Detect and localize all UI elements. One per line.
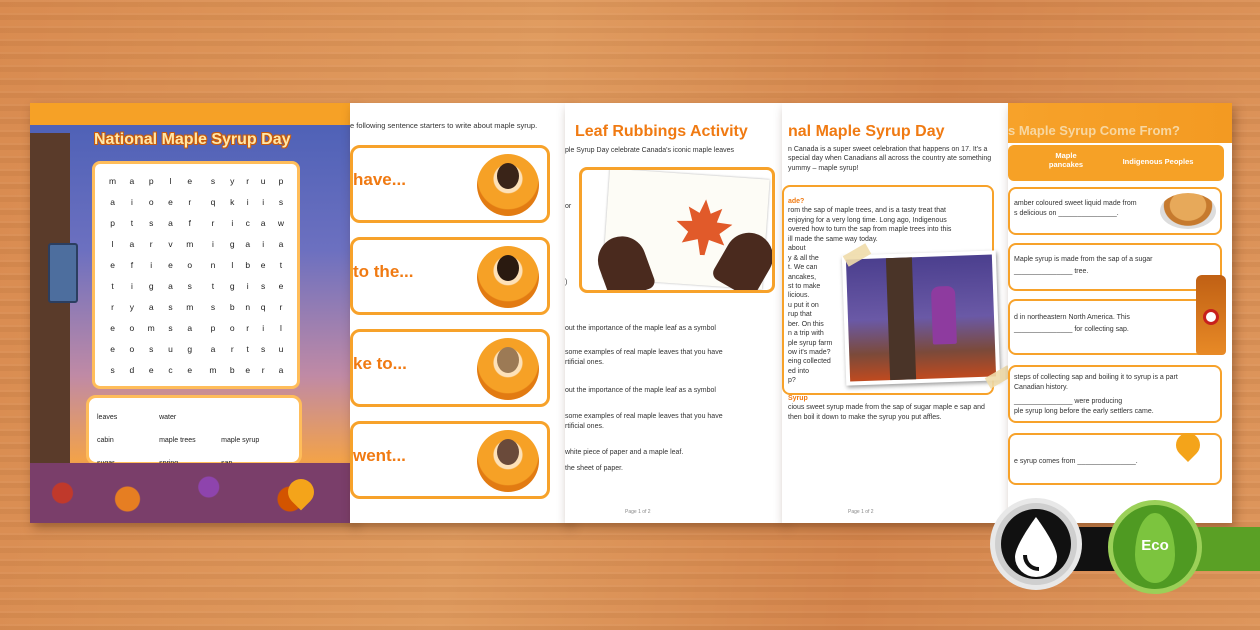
grid-cell: a [129, 238, 135, 249]
info-line: ed into [788, 367, 810, 375]
grid-cell: l [111, 238, 114, 249]
grid-cell: i [130, 196, 133, 207]
grid-cell: d [129, 364, 135, 375]
grid-cell: a [245, 238, 251, 249]
starter-box [350, 421, 550, 499]
question-text: steps of collecting sap and boiling it to syrup is a part [1014, 374, 1178, 381]
grid-row [101, 212, 291, 233]
grid-cell: i [262, 196, 265, 207]
grid-cell: e [110, 322, 115, 333]
grid-cell: r [246, 175, 250, 186]
question-text: ple syrup long before the early settlers came. [1014, 408, 1154, 415]
sheet4-intro: n Canada is a super sweet celebration that happens on 17. It's a special day when Canadians all across the country ate something yummy – maple syrup! [788, 146, 992, 172]
grid-row [101, 254, 291, 275]
grid-cell: q [210, 196, 216, 207]
grid-cell: i [130, 280, 133, 291]
grid-cell: s [210, 301, 216, 312]
grid-cell: a [129, 175, 135, 186]
grid-cell: t [279, 259, 283, 270]
question-text: Canadian history. [1014, 384, 1068, 391]
eco-badge [1108, 500, 1202, 594]
grid-cell: e [168, 196, 173, 207]
word-search-grid [92, 161, 300, 389]
info-line: ow it's made? [788, 349, 831, 356]
grid-cell: a [168, 217, 173, 228]
grid-cell: y [129, 301, 134, 312]
grid-cell: i [246, 196, 249, 207]
grid-cell: p [210, 322, 216, 333]
grid-cell: a [187, 322, 193, 333]
starter-box [350, 237, 550, 315]
grid-cell: i [150, 259, 153, 270]
starter-label: ke to... [353, 354, 407, 373]
grid-cell: n [210, 259, 216, 270]
grid-cell: t [211, 280, 215, 291]
sentence-starters-sheet [350, 103, 570, 523]
grid-cell: e [110, 343, 115, 354]
sheet-top-bar [30, 103, 355, 125]
activity-line: out the importance of the maple leaf as a symbol [565, 325, 716, 332]
question-text: _______________ tree. [1014, 268, 1089, 275]
word-search-sheet [30, 103, 355, 523]
child-avatar [477, 430, 539, 492]
grid-cell: c [168, 364, 173, 375]
question-text: amber coloured sweet liquid made from [1014, 200, 1137, 207]
grid-cell: w [277, 217, 285, 228]
grid-cell: p [278, 175, 284, 186]
info-line: eing collected [788, 358, 831, 366]
grid-cell: g [229, 238, 235, 249]
info-line: rom the sap of maple trees, and is a tasty treat that [788, 207, 946, 215]
grid-cell: u [168, 343, 173, 354]
grid-cell: s [149, 343, 154, 354]
info-line: y & all the [788, 254, 819, 262]
info-line: n a trip with [788, 330, 824, 338]
grid-cell: o [229, 322, 235, 333]
grid-cell: t [111, 280, 114, 291]
question-text: e syrup comes from _______________. [1014, 458, 1138, 465]
person-collecting-sap [931, 286, 957, 345]
grid-cell: o [187, 259, 193, 270]
grid-row [101, 359, 291, 380]
grid-row [101, 275, 291, 296]
sheet4-title: nal Maple Syrup Day [788, 123, 945, 140]
child-avatar [477, 338, 539, 400]
grid-cell: a [168, 280, 173, 291]
question-row [1008, 365, 1222, 423]
word-search-table [101, 170, 291, 380]
grid-cell: b [229, 364, 235, 375]
syrup-heading: Syrup [788, 394, 808, 402]
grid-cell: u [278, 343, 284, 354]
activity-line: out the importance of the maple leaf as a symbol [565, 387, 716, 394]
grid-cell: e [187, 364, 193, 375]
grid-cell: k [230, 196, 235, 207]
leaf-rubbings-sheet [565, 103, 785, 523]
question-row [1008, 187, 1222, 235]
grid-cell: s [210, 175, 216, 186]
info-line: u put it on [788, 301, 819, 309]
word-list-item: water [159, 414, 177, 421]
grid-cell: a [260, 217, 266, 228]
info-line: ill made the same way today. [788, 235, 878, 243]
grid-cell: a [210, 343, 216, 354]
grid-cell: r [230, 343, 234, 354]
grid-cell: b [229, 301, 235, 312]
grid-cell: p [148, 175, 154, 186]
info-line: licious. [788, 292, 810, 300]
grid-cell: r [111, 301, 114, 312]
grid-row [101, 170, 291, 191]
sap-bucket [48, 243, 78, 303]
grid-cell: e [148, 364, 154, 375]
syrup-bottle-icon [1196, 275, 1226, 355]
grid-cell: m [209, 364, 217, 375]
info-line: about [788, 245, 806, 253]
info-line: ade? [788, 198, 805, 205]
grid-row [101, 317, 291, 338]
sheet5-title: s Maple Syrup Come From? [1008, 123, 1180, 138]
word-bank-item: Maple pancakes [1048, 151, 1084, 169]
page-number: Page 1 of 2 [848, 509, 874, 515]
activity-line: the sheet of paper. [565, 465, 623, 472]
grid-cell: s [187, 280, 192, 291]
grid-cell: m [186, 301, 194, 312]
ink-drop-icon [990, 498, 1082, 590]
question-text: _______________ were producing [1014, 398, 1123, 405]
info-line: overed how to turn the sap from maple trees into this [788, 226, 952, 234]
maple-tree [886, 257, 916, 380]
grid-cell: f [188, 217, 191, 228]
info-line: st to make [788, 282, 821, 290]
info-line: ple syrup farm [788, 339, 833, 347]
grid-cell: i [246, 280, 249, 291]
activity-line: some examples of real maple leaves that you have [565, 349, 723, 356]
grid-row [101, 338, 291, 359]
starter-box [350, 329, 550, 407]
maple-syrup-day-info-sheet [782, 103, 1012, 523]
where-syrup-comes-from-sheet [1008, 103, 1232, 523]
starter-label: to the... [353, 262, 414, 281]
grid-cell: s [261, 343, 266, 354]
question-row [1008, 299, 1222, 355]
info-line: ber. On this [788, 320, 824, 328]
grid-cell: b [245, 259, 251, 270]
drop-shape [1011, 515, 1061, 577]
syrup-text: cious sweet syrup made from the sap of sugar maple e sap and then boil it down to make the syrup you put affles. [788, 404, 985, 421]
grid-cell: i [262, 322, 265, 333]
grid-cell: r [279, 301, 283, 312]
page-number: Page 1 of 2 [625, 509, 651, 515]
grid-cell: s [168, 301, 173, 312]
question-row [1008, 243, 1222, 291]
grid-cell: u [260, 175, 266, 186]
word-list-item: leaves [97, 414, 118, 421]
grid-cell: r [149, 238, 153, 249]
grid-cell: a [148, 301, 154, 312]
grid-cell: i [262, 238, 265, 249]
word-bank [1008, 145, 1224, 181]
sheet3-title: Leaf Rubbings Activity [575, 123, 748, 140]
leaf-rubbing-photo [579, 167, 775, 293]
grid-row [101, 296, 291, 317]
starter-label: have... [353, 170, 406, 189]
grid-cell: s [278, 196, 284, 207]
grid-cell: g [148, 280, 154, 291]
grid-cell: o [129, 322, 135, 333]
info-line: rup that [788, 311, 812, 319]
word-list-item: maple syrup [221, 437, 260, 444]
pancakes-icon [1160, 193, 1216, 229]
grid-cell: e [168, 259, 173, 270]
word-list-item: maple trees [159, 437, 196, 444]
child-avatar [477, 246, 539, 308]
activity-line: ) [565, 279, 568, 286]
activity-line: rtificial ones. [565, 423, 604, 430]
grid-cell: t [130, 217, 134, 228]
grid-cell: v [168, 238, 173, 249]
grid-cell: e [245, 364, 251, 375]
grid-cell: f [130, 259, 134, 270]
grid-cell: l [280, 322, 282, 333]
word-list-item [221, 404, 283, 419]
grid-cell: p [110, 217, 115, 228]
grid-cell: s [261, 280, 266, 291]
grid-cell: q [260, 301, 266, 312]
question-text: _______________ for collecting sap. [1014, 326, 1129, 333]
sheet1-title: National Maple Syrup Day [94, 131, 291, 148]
sheet3-subtitle: ple Syrup Day celebrate Canada's iconic maple leaves [565, 147, 735, 154]
grid-row [101, 191, 291, 212]
grid-cell: r [261, 364, 265, 375]
grid-cell: t [246, 343, 249, 354]
tree-trunk [30, 133, 70, 493]
grid-cell: o [148, 196, 154, 207]
grid-cell: o [129, 343, 135, 354]
grid-row [101, 233, 291, 254]
starter-box [350, 145, 550, 223]
grid-cell: l [231, 259, 234, 270]
grid-cell: e [110, 259, 115, 270]
word-list-item: cabin [97, 437, 114, 444]
grid-cell: e [187, 175, 193, 186]
grid-cell: s [149, 217, 154, 228]
grid-cell: i [212, 238, 214, 249]
grid-cell: g [229, 280, 235, 291]
starter-label: went... [353, 446, 406, 465]
word-list [86, 395, 302, 465]
maple-tapping-photo [842, 250, 1000, 385]
grid-cell: r [246, 322, 250, 333]
forest-scene [846, 254, 996, 381]
sheet2-intro: e following sentence starters to write about maple syrup. [350, 121, 538, 130]
grid-cell: r [188, 196, 192, 207]
question-text: d in northeastern North America. This [1014, 314, 1130, 321]
activity-line: some examples of real maple leaves that you have [565, 413, 723, 420]
question-text: Maple syrup is made from the sap of a sugar [1014, 256, 1153, 263]
info-line: p? [788, 377, 796, 385]
grid-cell: l [169, 175, 172, 186]
grid-cell: c [245, 217, 250, 228]
grid-cell: a [278, 238, 284, 249]
activity-line: rtificial ones. [565, 359, 604, 366]
grid-cell: y [230, 175, 235, 186]
child-avatar [477, 154, 539, 216]
eco-label: Eco [1141, 537, 1169, 554]
activity-line: white piece of paper and a maple leaf. [565, 449, 684, 456]
grid-cell: i [231, 217, 234, 228]
grid-cell: r [211, 217, 215, 228]
grid-cell: s [168, 322, 173, 333]
grid-cell: e [278, 280, 284, 291]
grid-cell: m [147, 322, 155, 333]
grid-cell: a [278, 364, 284, 375]
activity-line: or [565, 203, 572, 210]
info-line: ancakes, [788, 273, 817, 281]
info-line: t. We can [788, 264, 818, 272]
info-line: enjoying for a very long time. Long ago, Indigenous [788, 216, 947, 224]
grid-cell: a [110, 196, 115, 207]
grid-cell: s [110, 364, 115, 375]
grid-cell: m [186, 238, 194, 249]
grid-cell: e [260, 259, 266, 270]
grid-cell: m [109, 175, 117, 186]
word-bank-item: Indigenous Peoples [1122, 157, 1194, 166]
question-text: s delicious on _______________. [1014, 210, 1119, 217]
grid-cell: g [187, 343, 193, 354]
grid-cell: n [245, 301, 251, 312]
